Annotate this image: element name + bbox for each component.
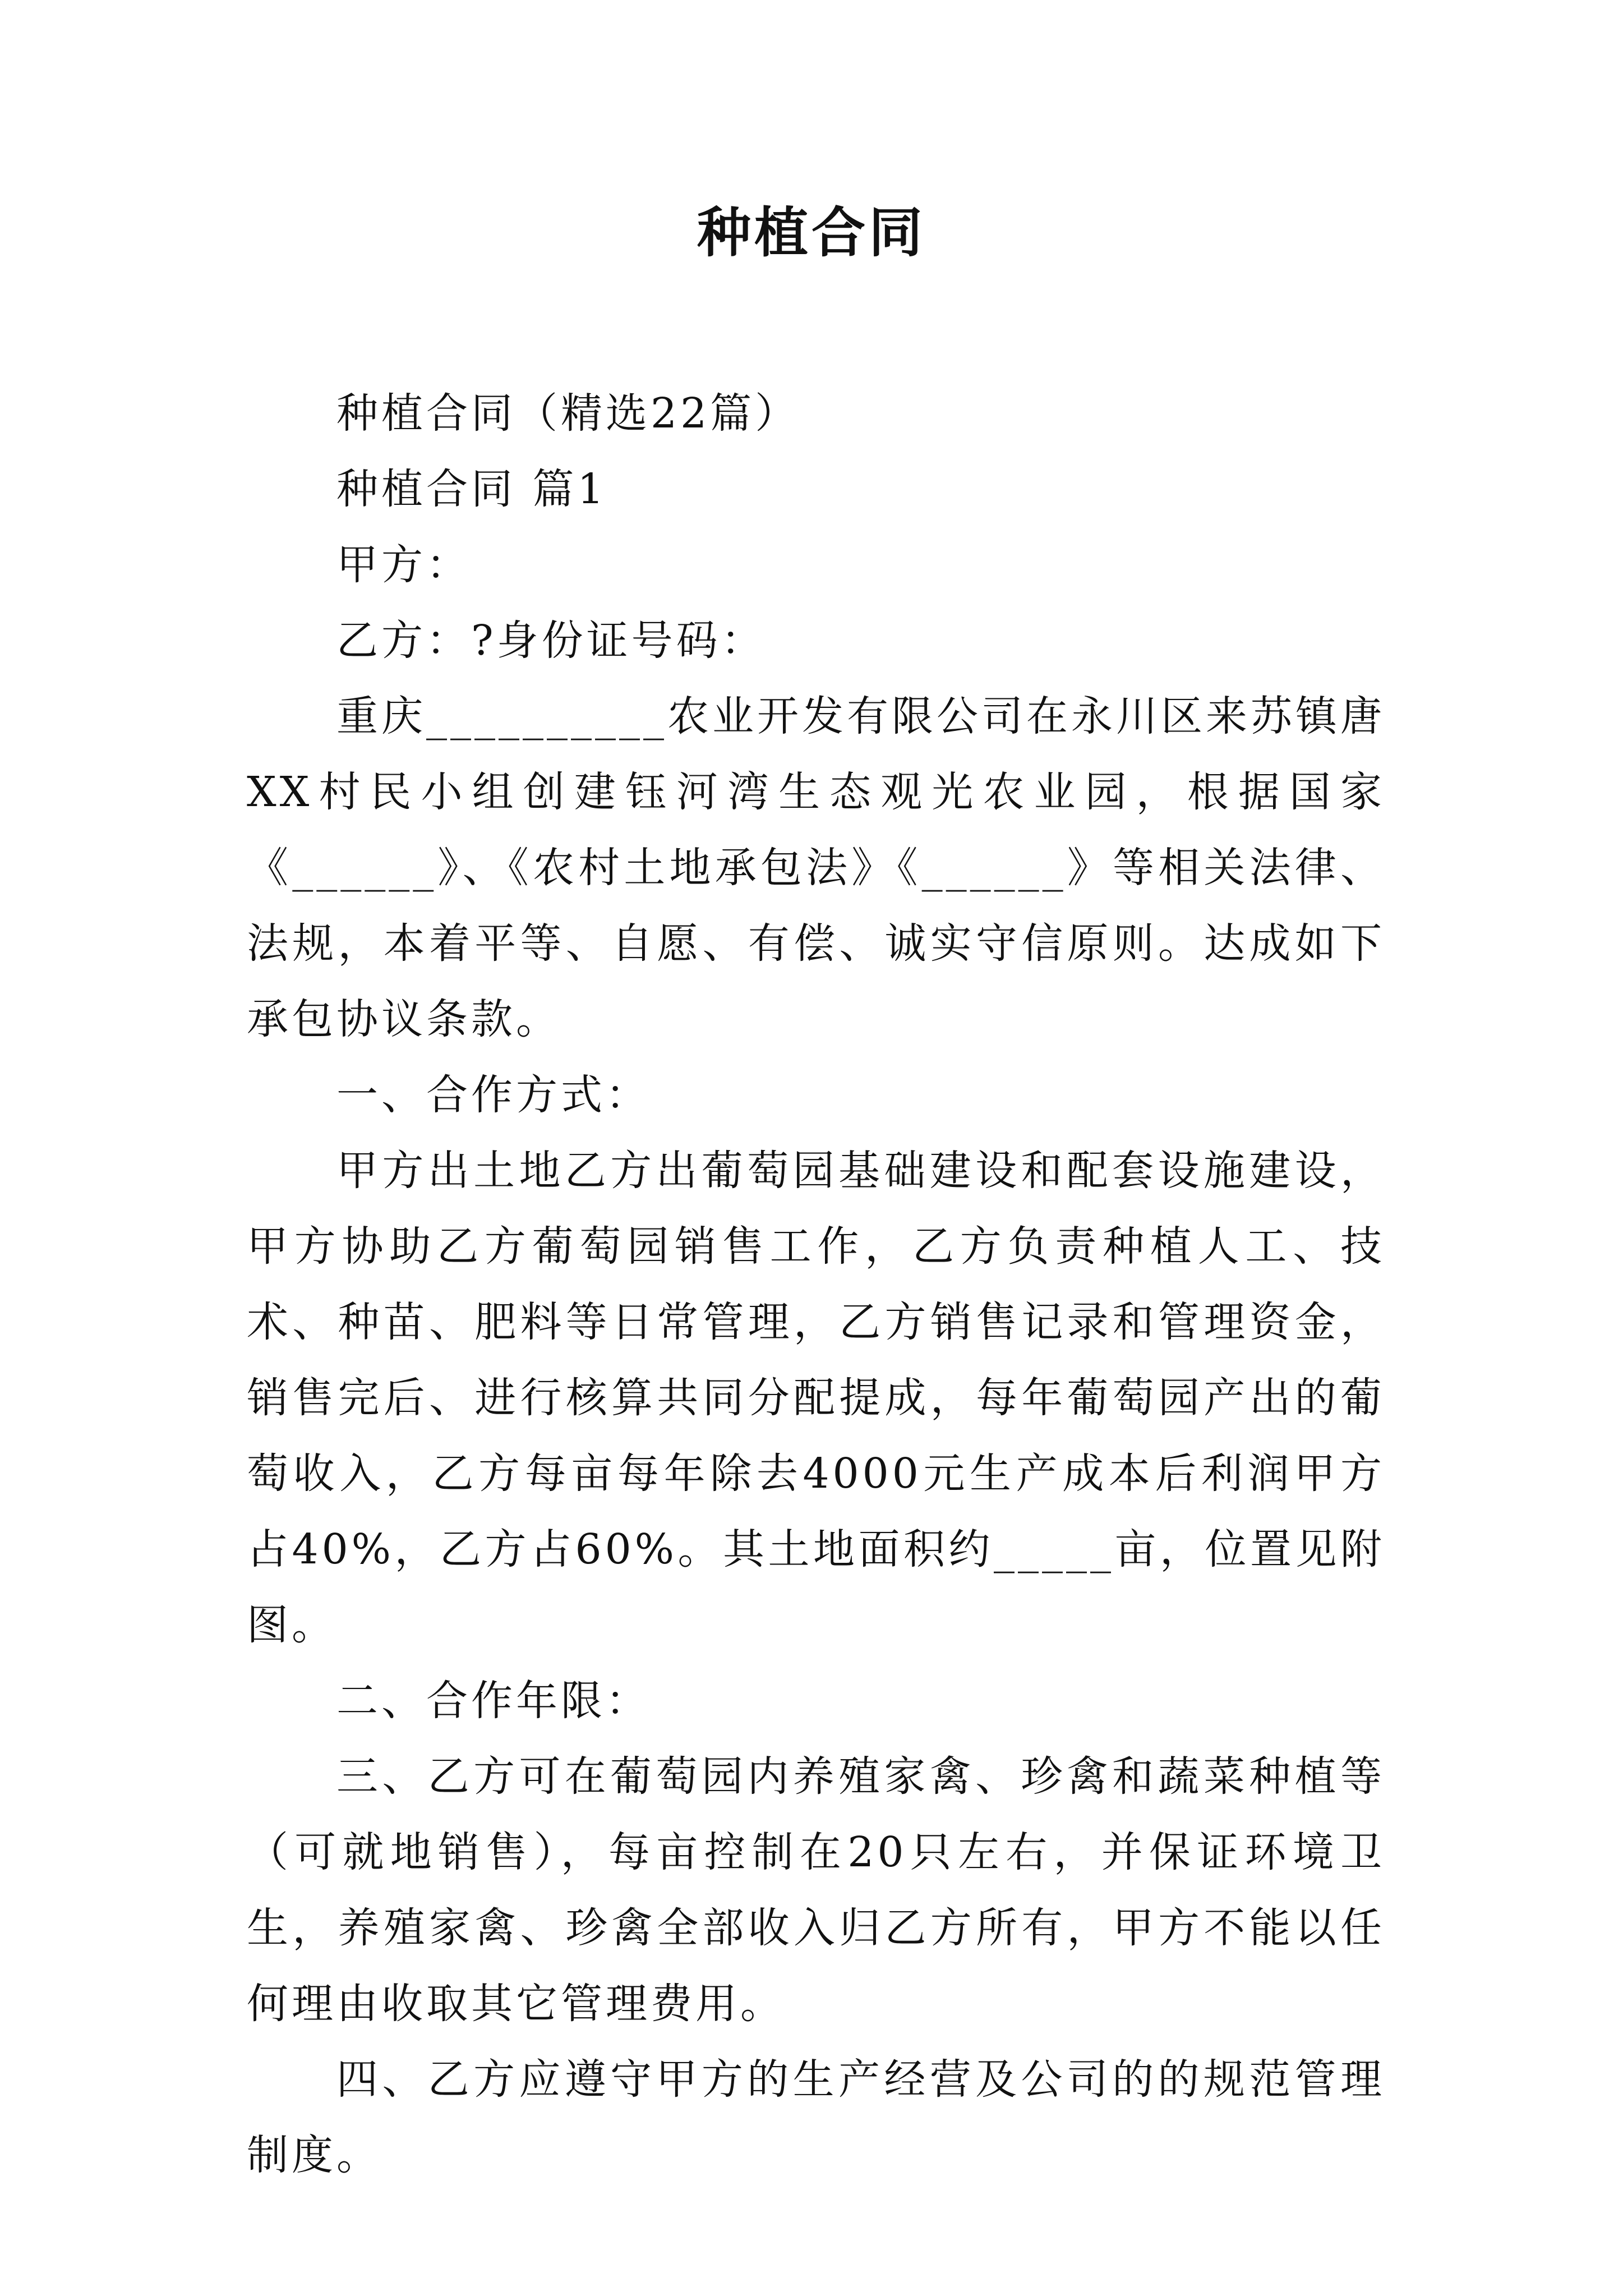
paragraph-clause-2-heading: 二、合作年限：	[336, 1677, 651, 1725]
paragraph-clause-3: 三、乙方可在葡萄园内养殖家禽、珍禽和蔬菜种植等（可就地销售），每亩控制在20只左右，并保证环境卫生，养殖家禽、珍禽全部收入归乙方所有，甲方不能以任何理由收取其它管理费用。	[247, 1752, 1385, 2028]
paragraph-section-heading: 种植合同 篇1	[336, 465, 607, 513]
paragraph-preamble: 重庆__________农业开发有限公司在永川区来苏镇唐XX村民小组创建钰河湾生态观光农业园，根据国家《______》、《农村土地承包法》《______》等相关法律、法规，本着平等、自愿、有偿、诚实守信原则。达成如下承包协议条款。	[247, 692, 1385, 1043]
paragraph-party-b: 乙方：?身份证号码：	[336, 616, 766, 665]
paragraph-clause-1-body: 甲方出土地乙方出葡萄园基础建设和配套设施建设，甲方协助乙方葡萄园销售工作，乙方负责种植人工、技术、种苗、肥料等日常管理，乙方销售记录和管理资金，销售完后、进行核算共同分配提成，每年葡萄园产出的葡萄收入，乙方每亩每年除去4000元生产成本后利润甲方占40%，乙方占60%。其土地面积约_____亩，位置见附图。	[247, 1147, 1385, 1649]
paragraph-collection-title: 种植合同（精选22篇）	[336, 389, 800, 438]
paragraph-clause-4: 四、乙方应遵守甲方的生产经营及公司的的规范管理制度。	[247, 2055, 1385, 2179]
document-body	[247, 376, 1385, 2193]
paragraph-clause-1-heading: 一、合作方式：	[336, 1071, 651, 1119]
paragraph-party-a: 甲方：	[336, 541, 471, 589]
document-title: 种植合同	[697, 201, 926, 264]
